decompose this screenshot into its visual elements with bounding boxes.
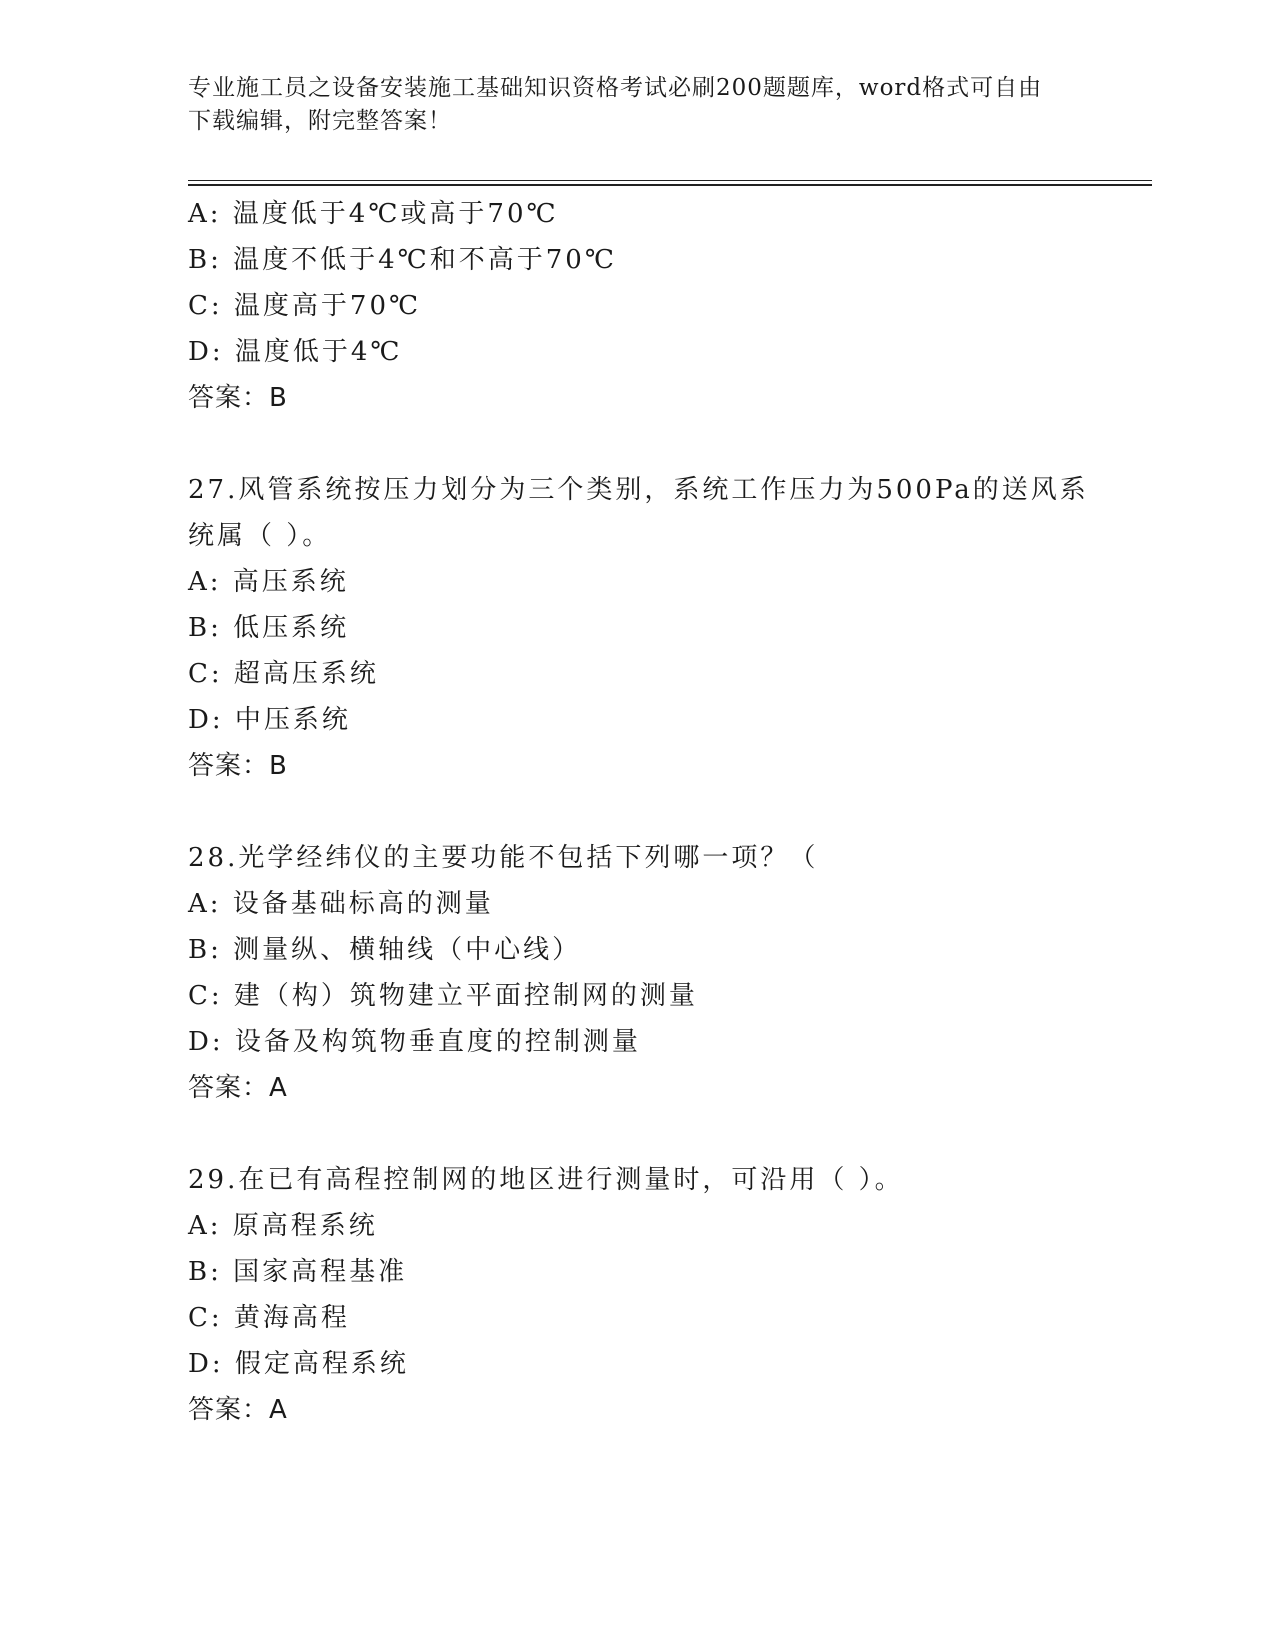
option-d: D: 假定高程系统 [188,1349,409,1379]
option-c: C: 建（构）筑物建立平面控制网的测量 [188,981,698,1011]
question-text: 28.光学经纬仪的主要功能不包括下列哪一项？（ [188,843,819,873]
answer-line: 答案：A [188,1395,288,1425]
option-c: C: 温度高于70℃ [188,291,422,321]
option-b: B: 测量纵、横轴线（中心线） [188,935,582,965]
question-text: 29.在已有高程控制网的地区进行测量时，可沿用（ ）。 [188,1165,904,1195]
answer-line: 答案：B [188,383,288,413]
option-a: A: 温度低于4℃或高于70℃ [188,199,559,229]
option-a: A: 原高程系统 [188,1211,378,1241]
question-26-continuation [188,191,1152,421]
option-c: C: 黄海高程 [188,1303,350,1333]
option-d: D: 温度低于4℃ [188,337,403,367]
header-divider-thin [188,180,1152,181]
option-b: B: 国家高程基准 [188,1257,408,1287]
question-29 [188,1157,1152,1433]
spacer [188,421,1152,467]
header-line-1: 专业施工员之设备安装施工基础知识资格考试必刷200题题库，word格式可自由 [188,75,1043,101]
spacer [188,1111,1152,1157]
spacer [188,789,1152,835]
question-text: 27.风管系统按压力划分为三个类别，系统工作压力为500Pa的送风系 [188,475,1089,505]
option-a: A: 设备基础标高的测量 [188,889,494,919]
option-d: D: 中压系统 [188,705,351,735]
option-c: C: 超高压系统 [188,659,379,689]
option-b: B: 温度不低于4℃和不高于70℃ [188,245,617,275]
question-list [188,191,1152,1433]
header-divider-thick [188,184,1152,186]
question-28 [188,835,1152,1111]
answer-line: 答案：B [188,751,288,781]
option-d: D: 设备及构筑物垂直度的控制测量 [188,1027,641,1057]
question-27 [188,467,1152,789]
header-line-2: 下载编辑，附完整答案！ [188,108,452,134]
option-a: A: 高压系统 [188,567,349,597]
option-b: B: 低压系统 [188,613,350,643]
answer-line: 答案：A [188,1073,288,1103]
document-header [188,72,1088,138]
question-text-cont: 统属（ ）。 [188,521,332,551]
